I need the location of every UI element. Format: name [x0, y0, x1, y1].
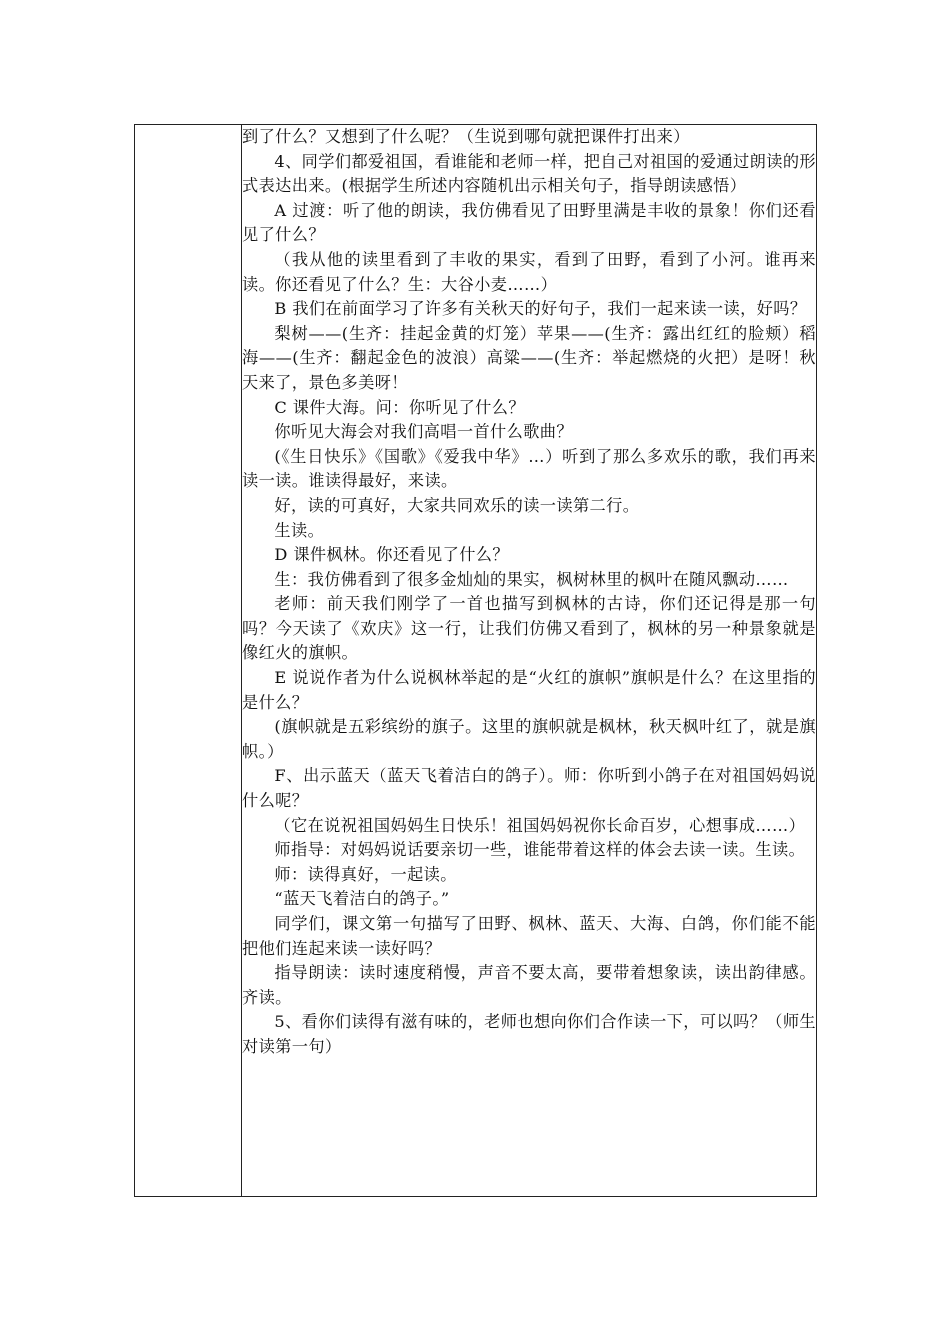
- paragraph-autumn-lines: 梨树——(生齐：挂起金黄的灯笼）苹果——(生齐：露出红红的脸颊）稻海——(生齐：翻起金色的波浪）高粱——(生齐：举起燃烧的火把）是呀！秋天来了，景色多美呀！: [242, 323, 816, 392]
- table-row: [135, 125, 817, 1197]
- paragraph-c-sea: C 课件大海。问：你听见了什么？: [274, 397, 525, 417]
- paragraph-songs: (《生日快乐》《国歌》《爱我中华》…）听到了那么多欢乐的歌，我们再来读一读。谁读得最好，来读。: [242, 446, 816, 491]
- paragraph-continued: 到了什么？又想到了什么呢？（生说到哪句就把课件打出来）: [242, 127, 690, 146]
- paragraph-b-review: B 我们在前面学习了许多有关秋天的好句子，我们一起来读一读，好吗？: [274, 299, 807, 319]
- paragraph-student-answer: （我从他的读里看到了丰收的果实，看到了田野，看到了小河。谁再来读。你还看见了什么？生：大谷小麦……）: [242, 249, 816, 294]
- paragraph-dove-answer: （它在说祝祖国妈妈生日快乐！祖国妈妈祝你长命百岁，心想事成……）: [274, 815, 806, 835]
- lesson-content-cell: [242, 125, 817, 1197]
- paragraph-connect-reading: 同学们，课文第一句描写了田野、枫林、蓝天、大海、白鸽，你们能不能把他们连起来读一读好吗？: [242, 914, 816, 958]
- paragraph-a-transition: A 过渡：听了他的朗读，我仿佛看见了田野里满是丰收的景象！你们还看见了什么？: [242, 200, 816, 245]
- paragraph-read-line-two: 好，读的可真好，大家共同欢乐的读一读第二行。: [274, 495, 640, 515]
- paragraph-teacher-guide: 师指导：对妈妈说话要亲切一些，谁能带着这样的体会去读一读。生读。: [274, 840, 806, 860]
- paragraph-sea-song: 你听见大海会对我们高唱一首什么歌曲？: [274, 422, 573, 442]
- paragraph-e-flag: E 说说作者为什么说枫林举起的是“火红的旗帜”旗帜是什么？在这里指的是什么？: [242, 668, 816, 712]
- paragraph-d-maple: D 课件枫林。你还看见了什么？: [274, 545, 509, 565]
- paragraph-step-5: 5、看你们读得有滋有味的，老师也想向你们合作读一下，可以吗？（师生对读第一句）: [242, 1012, 816, 1056]
- paragraph-flag-answer: (旗帜就是五彩缤纷的旗子。这里的旗帜就是枫林，秋天枫叶红了，就是旗帜。）: [242, 717, 816, 761]
- paragraph-quote-dove: “蓝天飞着洁白的鸽子。”: [274, 889, 450, 909]
- paragraph-f-sky: F、出示蓝天（蓝天飞着洁白的鸽子）。师：你听到小鸽子在对祖国妈妈说什么呢？: [242, 766, 816, 811]
- left-column-cell: [135, 125, 242, 1197]
- paragraph-reading-guide: 指导朗读：读时速度稍慢，声音不要太高，要带着想象读，读出韵律感。齐读。: [242, 963, 816, 1007]
- paragraph-step-4: 4、同学们都爱祖国，看谁能和老师一样，把自己对祖国的爱通过朗读的形式表达出来。(根据学生所述内容随机出示相关句子，指导朗读感悟）: [242, 151, 816, 196]
- paragraph-student-reads: 生读。: [274, 520, 325, 540]
- paragraph-student-maple: 生：我仿佛看到了很多金灿灿的果实，枫树林里的枫叶在随风飘动……: [274, 569, 789, 589]
- paragraph-teacher-poem: 老师：前天我们刚学了一首也描写到枫林的古诗，你们还记得是那一句吗？今天读了《欢庆》这一行，让我们仿佛又看到了，枫林的另一种景象就是像红火的旗帜。: [242, 594, 816, 663]
- lesson-plan-table: [134, 124, 817, 1197]
- paragraph-read-together: 师：读得真好，一起读。: [274, 864, 457, 884]
